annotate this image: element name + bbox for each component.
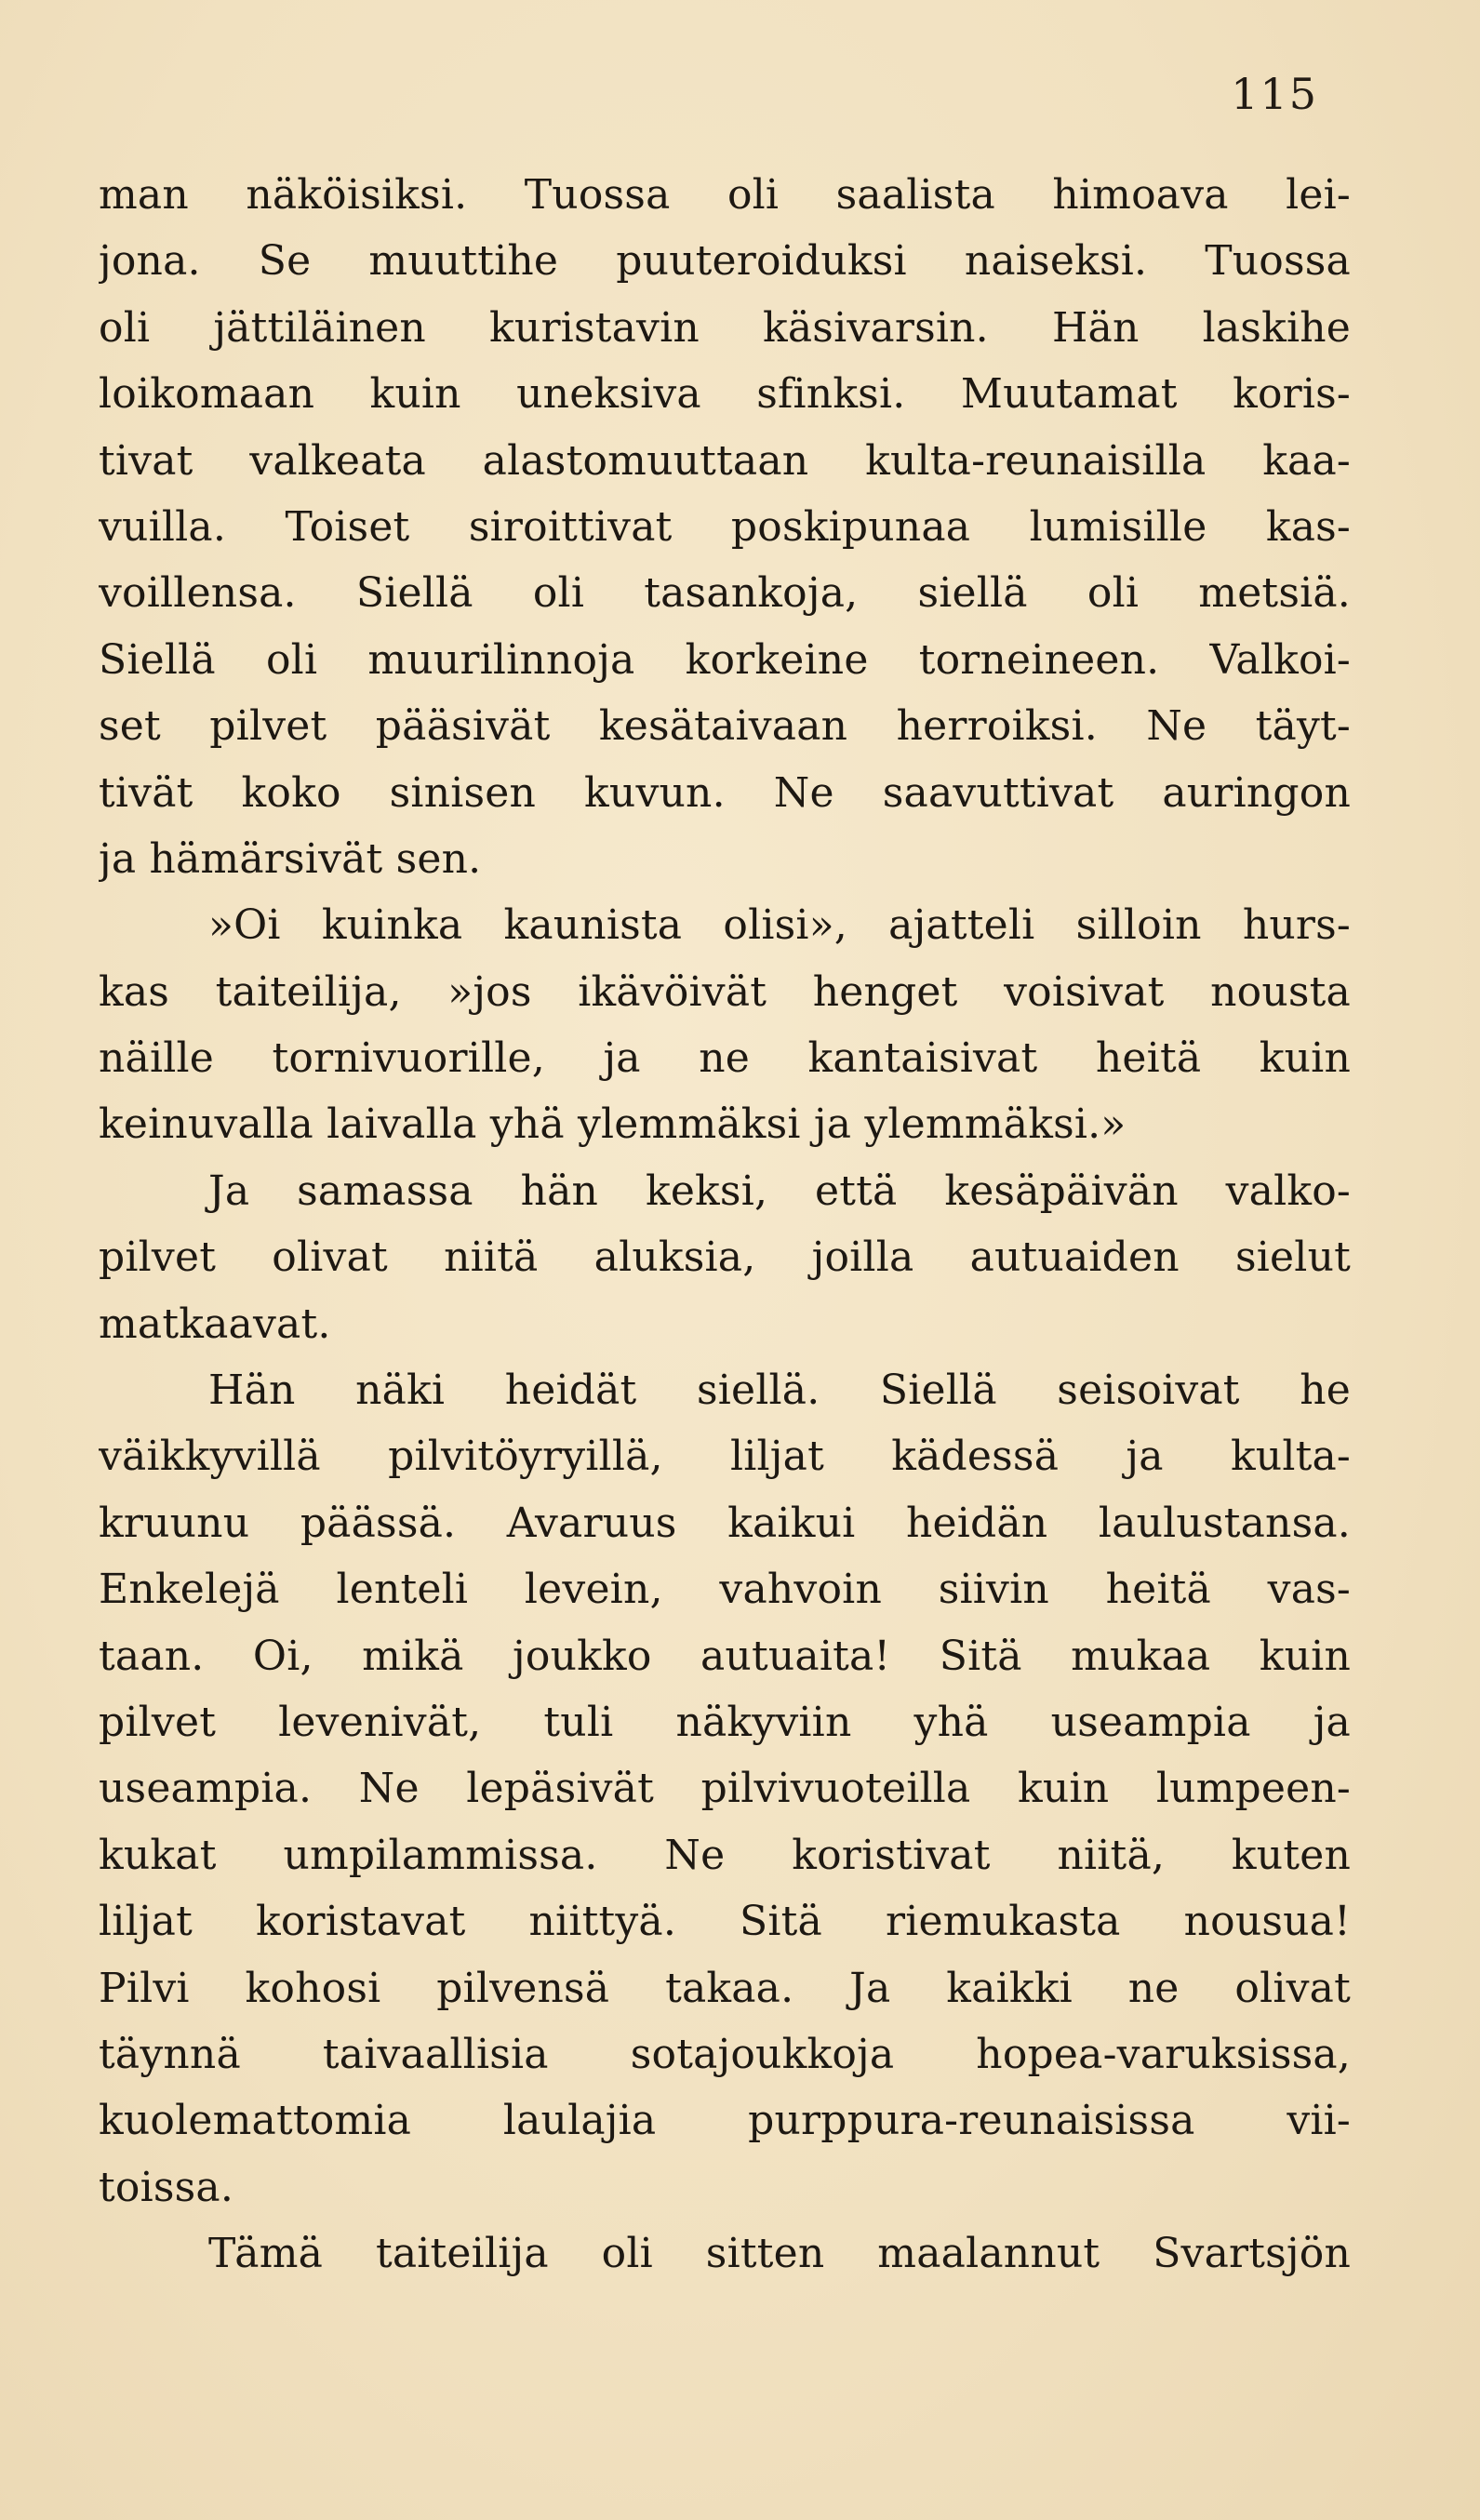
text-line: man näköisiksi. Tuossa oli saalista himoava lei- [99,171,1351,219]
text-line: Tämä taiteilija oli sitten maalannut Svartsjön [208,2230,1351,2278]
text-line: pilvet levenivät, tuli näkyviin yhä useampia ja [99,1698,1351,1746]
text-line: väikkyvillä pilvitöyryillä, liljat kädessä ja kulta- [99,1433,1351,1481]
text-line: loikomaan kuin uneksiva sfinksi. Muutamat koris- [99,370,1351,419]
text-line: Siellä oli muurilinnoja korkeine torneineen. Valkoi- [99,635,1351,684]
text-line: ja hämärsivät sen. [99,834,482,883]
text-line: näille tornivuorille, ja ne kantaisivat heitä kuin [99,1034,1351,1083]
text-line: Ja samassa hän keksi, että kesäpäivän valko- [208,1167,1351,1215]
text-line: pilvet olivat niitä aluksia, joilla autuaiden sielut [99,1233,1351,1282]
body-text [99,162,1351,2287]
text-line: vuilla. Toiset siroittivat poskipunaa lumisille kas- [99,502,1351,551]
text-line: liljat koristavat niittyä. Sitä riemukasta nousua! [99,1898,1351,1946]
text-line: toissa. [99,2163,234,2211]
text-line: »Oi kuinka kaunista olisi», ajatteli silloin hurs- [208,901,1351,950]
text-line: set pilvet pääsivät kesätaivaan herroiksi. Ne täyt- [99,702,1351,751]
text-line: Pilvi kohosi pilvensä takaa. Ja kaikki ne olivat [99,1964,1351,2012]
text-line: voillensa. Siellä oli tasankoja, siellä oli metsiä. [99,569,1351,618]
page-number: 115 [1231,69,1318,119]
text-line: tivat valkeata alastomuuttaan kulta-reunaisilla kaa- [99,436,1351,485]
text-line: keinuvalla laivalla yhä ylemmäksi ja ylemmäksi.» [99,1100,1127,1149]
text-line: tivät koko sinisen kuvun. Ne saavuttivat auringon [99,768,1351,817]
text-line: kruunu päässä. Avaruus kaikui heidän laulustansa. [99,1499,1351,1547]
text-line: useampia. Ne lepäsivät pilvivuoteilla kuin lumpeen- [99,1765,1351,1813]
text-line: täynnä taivaallisia sotajoukkoja hopea-varuksissa, [99,2030,1351,2078]
text-line: oli jättiläinen kuristavin käsivarsin. Hän laskihe [99,303,1351,352]
text-line: kukat umpilammissa. Ne koristivat niitä, kuten [99,1831,1351,1879]
text-line: kas taiteilija, »jos ikävöivät henget voisivat nousta [99,967,1351,1016]
text-line: kuolemattomia laulajia purppura-reunaisissa vii- [99,2097,1351,2145]
text-line: matkaavat. [99,1300,331,1348]
text-line: taan. Oi, mikä joukko autuaita! Sitä mukaa kuin [99,1632,1351,1680]
text-line: jona. Se muuttihe puuteroiduksi naiseksi. Tuossa [99,237,1351,286]
text-line: Enkelejä lenteli levein, vahvoin siivin heitä vas- [99,1566,1351,1614]
text-line: Hän näki heidät siellä. Siellä seisoivat he [208,1367,1351,1415]
